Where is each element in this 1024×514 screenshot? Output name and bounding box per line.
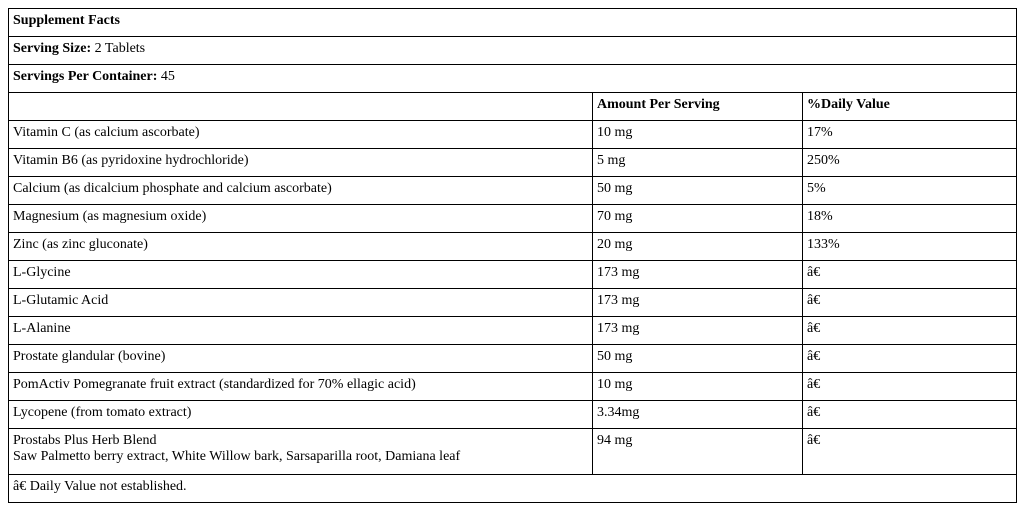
ingredient-name: L-Glutamic Acid: [9, 289, 593, 317]
ingredient-name: Calcium (as dicalcium phosphate and calcium ascorbate): [9, 177, 593, 205]
ingredient-amount: 173 mg: [593, 261, 803, 289]
ingredient-daily-value: 5%: [803, 177, 1017, 205]
table-row: [9, 373, 1017, 401]
column-header-row: [9, 93, 1017, 121]
ingredient-name: L-Glycine: [9, 261, 593, 289]
table-row: [9, 149, 1017, 177]
blend-detail: Saw Palmetto berry extract, White Willow bark, Sarsaparilla root, Damiana leaf: [13, 449, 461, 464]
ingredient-daily-value: â€: [803, 317, 1017, 345]
amount-column-header: Amount Per Serving: [593, 93, 803, 121]
table-row: [9, 177, 1017, 205]
ingredient-name: Prostate glandular (bovine): [9, 345, 593, 373]
table-row: [9, 233, 1017, 261]
ingredient-daily-value: 133%: [803, 233, 1017, 261]
daily-value-column-header: %Daily Value: [803, 93, 1017, 121]
ingredient-daily-value: 18%: [803, 205, 1017, 233]
ingredient-amount: 3.34mg: [593, 401, 803, 429]
ingredient-name: Lycopene (from tomato extract): [9, 401, 593, 429]
supplement-facts-table: [8, 8, 1017, 503]
ingredient-daily-value: â€: [803, 345, 1017, 373]
serving-size-label: Serving Size:: [13, 41, 92, 56]
ingredient-daily-value: 250%: [803, 149, 1017, 177]
footnote-row: [9, 475, 1017, 503]
serving-size: [9, 37, 1017, 65]
ingredient-name: Magnesium (as magnesium oxide): [9, 205, 593, 233]
blend-daily-value: â€: [803, 429, 1017, 475]
servings-per-container-row: [9, 65, 1017, 93]
serving-size-value: 2 Tablets: [94, 41, 146, 56]
title-row: [9, 9, 1017, 37]
table-row: [9, 205, 1017, 233]
ingredient-daily-value: 17%: [803, 121, 1017, 149]
ingredient-amount: 20 mg: [593, 233, 803, 261]
blend-name: Prostabs Plus Herb Blend: [13, 433, 157, 448]
blend-amount: 94 mg: [593, 429, 803, 475]
ingredient-amount: 50 mg: [593, 345, 803, 373]
serving-size-row: [9, 37, 1017, 65]
table-row: [9, 121, 1017, 149]
ingredient-name: PomActiv Pomegranate fruit extract (standardized for 70% ellagic acid): [9, 373, 593, 401]
ingredient-amount: 173 mg: [593, 289, 803, 317]
table-title: Supplement Facts: [9, 9, 1017, 37]
table-row: [9, 345, 1017, 373]
servings-per-container: [9, 65, 1017, 93]
ingredient-daily-value: â€: [803, 401, 1017, 429]
ingredient-amount: 173 mg: [593, 317, 803, 345]
table-row: [9, 289, 1017, 317]
ingredient-amount: 50 mg: [593, 177, 803, 205]
table-row: [9, 261, 1017, 289]
ingredient-name: Vitamin B6 (as pyridoxine hydrochloride): [9, 149, 593, 177]
ingredient-amount: 10 mg: [593, 121, 803, 149]
servings-per-container-label: Servings Per Container:: [13, 69, 158, 84]
ingredient-amount: 10 mg: [593, 373, 803, 401]
table-row: [9, 317, 1017, 345]
ingredient-name: Zinc (as zinc gluconate): [9, 233, 593, 261]
blend-row: [9, 429, 1017, 475]
ingredient-daily-value: â€: [803, 289, 1017, 317]
servings-per-container-value: 45: [160, 69, 175, 84]
ingredient-daily-value: â€: [803, 373, 1017, 401]
ingredient-name: L-Alanine: [9, 317, 593, 345]
ingredient-name: Vitamin C (as calcium ascorbate): [9, 121, 593, 149]
ingredient-amount: 5 mg: [593, 149, 803, 177]
table-row: [9, 401, 1017, 429]
blend-cell: [9, 429, 593, 475]
ingredient-amount: 70 mg: [593, 205, 803, 233]
footnote: â€ Daily Value not established.: [9, 475, 1017, 503]
ingredient-daily-value: â€: [803, 261, 1017, 289]
ingredient-column-header: [9, 93, 593, 121]
